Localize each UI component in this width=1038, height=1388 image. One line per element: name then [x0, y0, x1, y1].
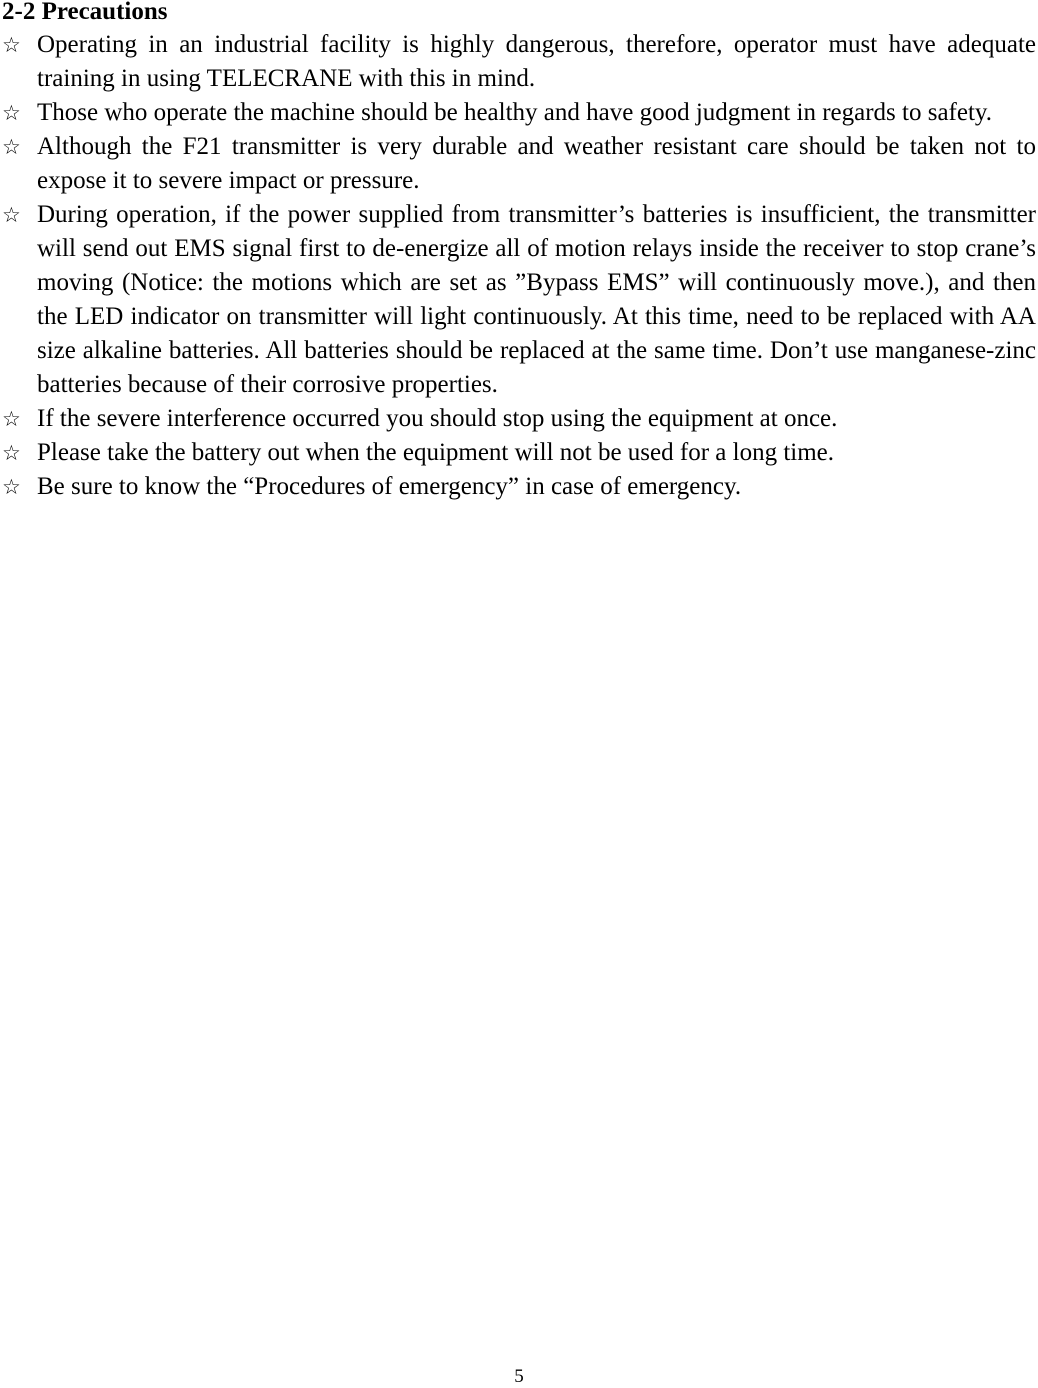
white-star-icon: ☆: [2, 441, 21, 465]
list-item: [0, 28, 1036, 96]
list-item-text: During operation, if the power supplied from transmitter’s batteries is insufficient, the transmitter will send out EMS signal first to de-energize all of motion relays inside the receiver to stop crane’s moving (Notice: the motions which are set as ”Bypass EMS” will continuously move.), and then the LED indicator on transmitter will light continuously. At this time, need to be replaced with AA size alkaline batteries. All batteries should be replaced at the same time. Don’t use manganese-zinc batteries because of their corrosive properties.: [37, 201, 1036, 398]
white-star-icon: ☆: [2, 101, 21, 125]
list-item-text: Be sure to know the “Procedures of emergency” in case of emergency.: [37, 473, 742, 500]
list-item: [0, 198, 1036, 402]
list-item: [0, 402, 1036, 436]
white-star-icon: ☆: [2, 407, 21, 431]
list-item-text: Although the F21 transmitter is very durable and weather resistant care should be taken not to expose it to severe impact or pressure.: [37, 133, 1036, 194]
list-item: [0, 130, 1036, 198]
list-item: [0, 436, 1036, 470]
list-item: [0, 96, 1036, 130]
list-item-text: Those who operate the machine should be healthy and have good judgment in regards to safety.: [37, 99, 993, 126]
page-number: 5: [514, 1366, 524, 1387]
white-star-icon: ☆: [2, 135, 21, 159]
white-star-icon: ☆: [2, 33, 21, 57]
section-heading: 2-2 Precautions: [2, 0, 168, 25]
list-item: [0, 470, 1036, 504]
list-item-text: If the severe interference occurred you should stop using the equipment at once.: [37, 405, 838, 432]
white-star-icon: ☆: [2, 203, 21, 227]
list-item-text: Please take the battery out when the equipment will not be used for a long time.: [37, 439, 835, 466]
white-star-icon: ☆: [2, 475, 21, 499]
precautions-list: [0, 28, 1036, 504]
list-item-text: Operating in an industrial facility is highly dangerous, therefore, operator must have adequate training in using TELECRANE with this in mind.: [37, 31, 1036, 92]
